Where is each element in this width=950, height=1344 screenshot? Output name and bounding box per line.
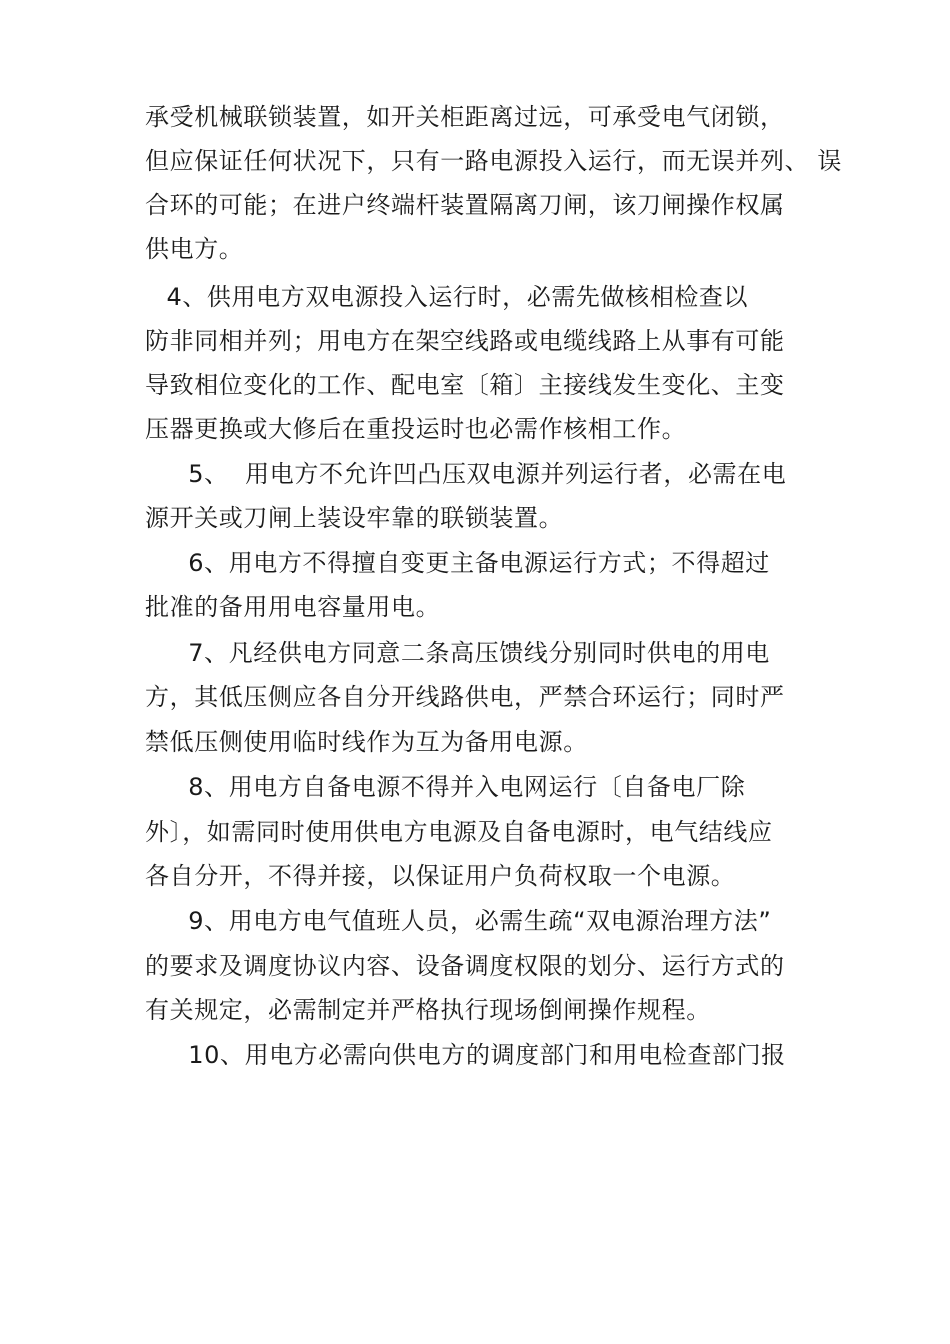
text-line: 防非同相并列；用电方在架空线路或电缆线路上从事有可能	[145, 327, 785, 355]
paragraph-4-line: 4、供用电方双电源投入运行时，必需先做核相检查以	[150, 283, 749, 311]
paragraph-5-line: 5、 用电方不允许凹凸压双电源并列运行者，必需在电	[180, 460, 787, 488]
text-line: 供电方。	[145, 235, 244, 263]
text-line: 源开关或刀闸上装设牢靠的联锁装置。	[145, 504, 564, 532]
text-line: 承受机械联锁装置，如开关柜距离过远，可承受电气闭锁，	[145, 103, 785, 131]
paragraph-10-line: 10、用电方必需向供电方的调度部门和用电检查部门报	[180, 1041, 786, 1069]
text-line: 导致相位变化的工作、配电室〔箱〕主接线发生变化、主变	[145, 371, 785, 399]
paragraph-7-line: 7、凡经供电方同意二条高压馈线分别同时供电的用电	[180, 639, 770, 667]
paragraph-8-line: 8、用电方自备电源不得并入电网运行〔自备电厂除	[180, 773, 746, 801]
text-line: 禁低压侧使用临时线作为互为备用电源。	[145, 728, 588, 756]
text-line: 的要求及调度协议内容、设备调度权限的划分、运行方式的	[145, 952, 785, 980]
text-line: 各自分开，不得并接，以保证用户负荷权取一个电源。	[145, 862, 736, 890]
text-line: 但应保证任何状况下，只有一路电源投入运行，而无误并列、 误	[145, 147, 843, 175]
text-line: 压器更换或大修后在重投运时也必需作核相工作。	[145, 415, 687, 443]
text-line: 方，其低压侧应各自分开线路供电，严禁合环运行；同时严	[145, 683, 785, 711]
paragraph-6-line: 6、用电方不得擅自变更主备电源运行方式；不得超过	[180, 549, 770, 577]
text-line: 有关规定，必需制定并严格执行现场倒闸操作规程。	[145, 996, 711, 1024]
text-line: 批准的备用用电容量用电。	[145, 593, 441, 621]
text-line: 外〕，如需同时使用供电方电源及自备电源时，电气结线应	[145, 818, 773, 846]
text-line: 合环的可能；在进户终端杆装置隔离刀闸，该刀闸操作权属	[145, 191, 785, 219]
paragraph-9-line: 9、用电方电气值班人员，必需生疏“双电源治理方法”	[180, 907, 772, 935]
